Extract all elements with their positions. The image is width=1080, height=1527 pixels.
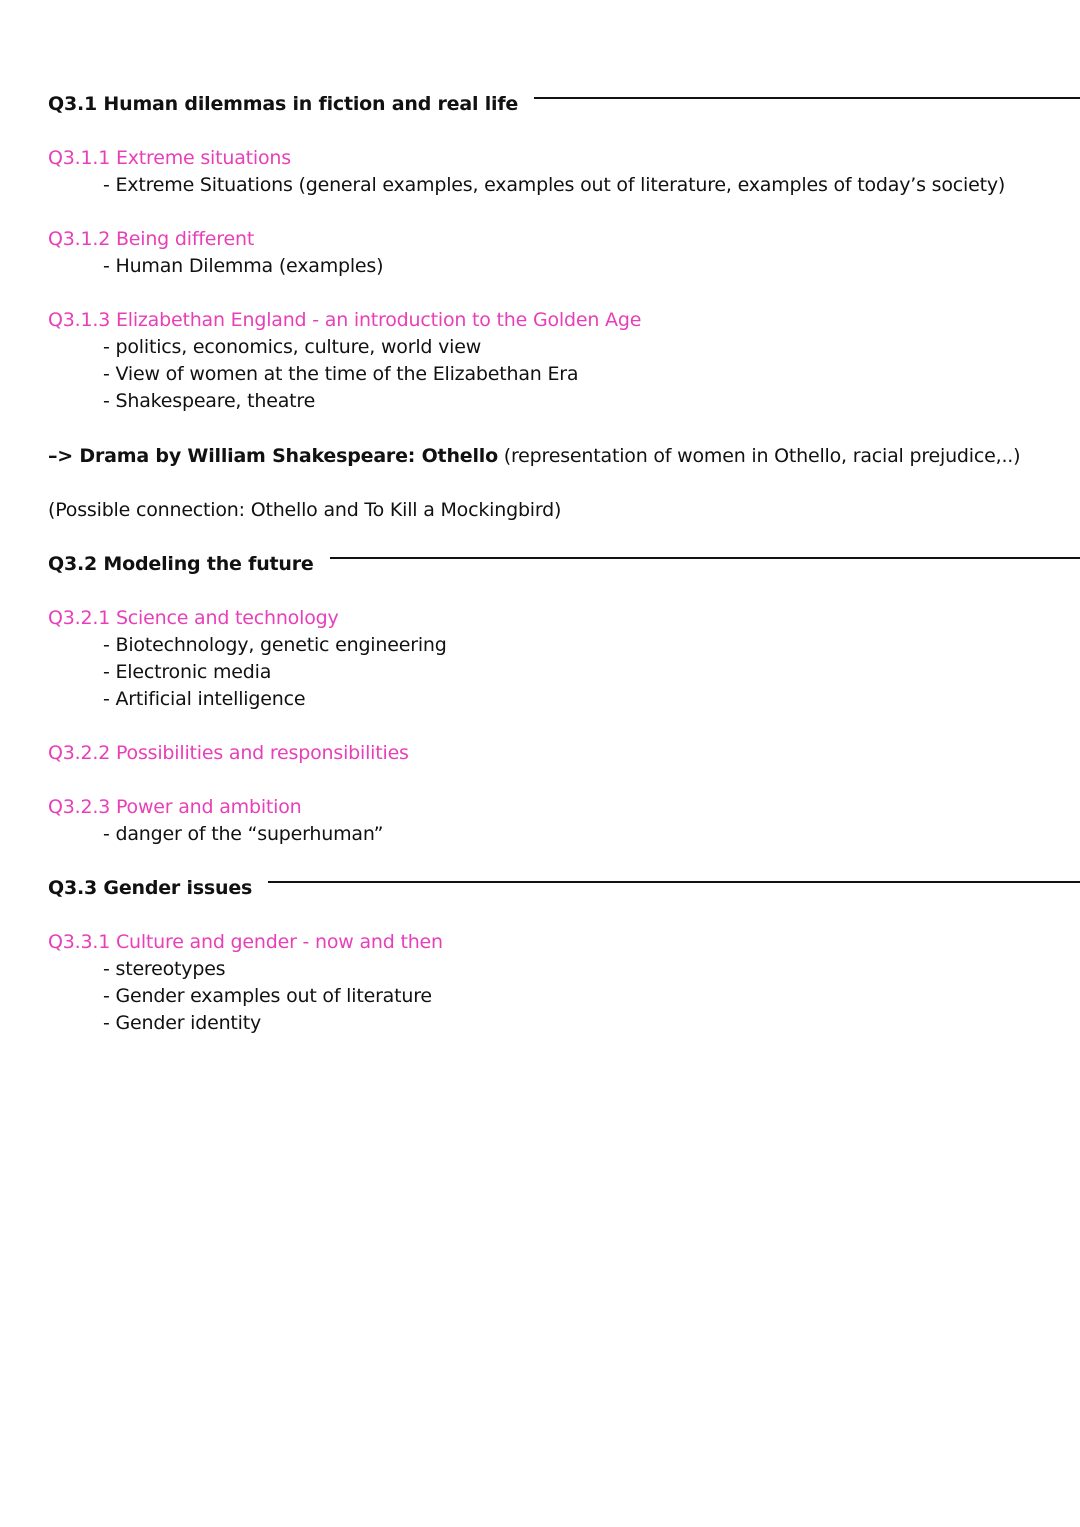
section-heading-q3-3: [48, 874, 1080, 902]
list-item: - Gender examples out of literature: [103, 985, 432, 1007]
list-item: - Gender identity: [103, 1012, 262, 1034]
list-item: - Shakespeare, theatre: [103, 390, 316, 412]
subsection-title-q3-2-1: Q3.2.1 Science and technology: [48, 607, 339, 629]
connection-note: (Possible connection: Othello and To Kill a Mockingbird): [48, 499, 562, 521]
subsection-title-q3-1-1: Q3.1.1 Extreme situations: [48, 147, 291, 169]
list-item: - View of women at the time of the Elizabethan Era: [103, 363, 579, 385]
list-item: - politics, economics, culture, world view: [103, 336, 482, 358]
section-heading-text: Q3.3 Gender issues: [48, 877, 253, 899]
list-item: - stereotypes: [103, 958, 226, 980]
subsection-title-q3-2-3: Q3.2.3 Power and ambition: [48, 796, 302, 818]
list-item: - Human Dilemma (examples): [103, 255, 384, 277]
section-rule: [534, 97, 1080, 99]
subsection-title-q3-1-3: Q3.1.3 Elizabethan England - an introduction to the Golden Age: [48, 309, 642, 331]
subsection-title-q3-2-2: Q3.2.2 Possibilities and responsibilities: [48, 742, 409, 764]
list-item: - Electronic media: [103, 661, 272, 683]
drama-note-bold: –> Drama by William Shakespeare: Othello: [48, 445, 498, 467]
section-heading-text: Q3.2 Modeling the future: [48, 553, 314, 575]
list-item: - danger of the “superhuman”: [103, 823, 384, 845]
section-rule: [330, 557, 1080, 559]
section-heading-q3-1: [48, 90, 1080, 118]
drama-note-rest: (representation of women in Othello, racial prejudice,..): [497, 445, 1021, 467]
section-heading-q3-2: [48, 550, 1080, 578]
drama-note: [48, 442, 1020, 470]
list-item: - Artificial intelligence: [103, 688, 306, 710]
section-rule: [268, 881, 1080, 883]
section-heading-text: Q3.1 Human dilemmas in fiction and real life: [48, 93, 519, 115]
list-item: - Extreme Situations (general examples, examples out of literature, examples of today’s society): [103, 174, 1006, 196]
subsection-title-q3-1-2: Q3.1.2 Being different: [48, 228, 255, 250]
list-item: - Biotechnology, genetic engineering: [103, 634, 447, 656]
subsection-title-q3-3-1: Q3.3.1 Culture and gender - now and then: [48, 931, 443, 953]
